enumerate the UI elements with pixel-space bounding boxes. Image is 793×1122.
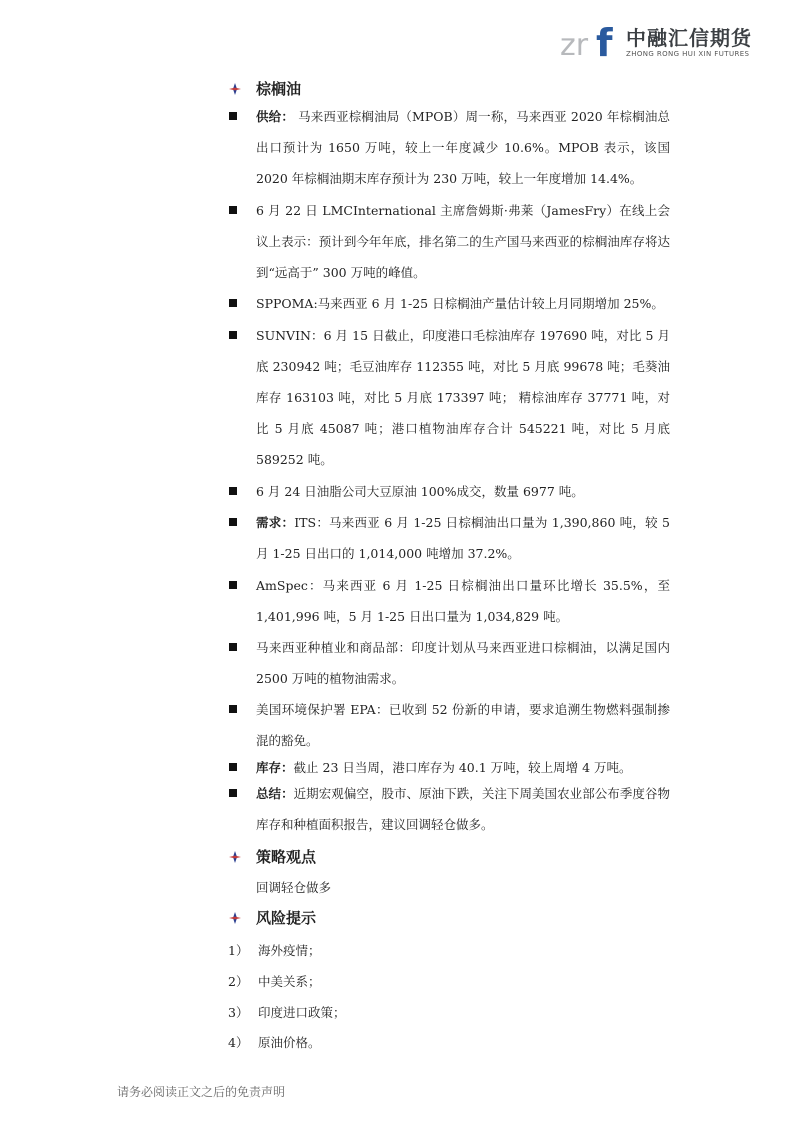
item-label: 供给：: [256, 109, 294, 124]
square-bullet-icon: [229, 206, 237, 214]
square-bullet-icon: [229, 112, 237, 120]
item-text: 马来西亚棕榈油局（MPOB）周一称，马来西亚 2020 年棕榈油总出口预计为 1650 万吨，较上一年度减少 10.6%。MPOB 表示，该国 2020 年棕榈油期末库存预计为 230 万吨，较上一年度增加 14.4%。: [256, 109, 670, 186]
item-label: 需求：: [256, 515, 295, 530]
svg-text:f: f: [596, 22, 613, 60]
pen-nib-icon: [228, 850, 242, 864]
risk-text: 原油价格。: [258, 1035, 321, 1050]
list-item: [228, 288, 670, 319]
square-bullet-icon: [229, 763, 237, 771]
strategy-text: 回调轻仓做多: [256, 880, 332, 895]
list-item: [228, 778, 670, 840]
list-item: [228, 507, 670, 569]
risk-item: [228, 941, 321, 959]
pen-nib-icon: [228, 82, 242, 96]
item-text: AmSpec：马来西亚 6 月 1-25 日棕榈油出口量环比增长 35.5%，至 1,401,996 吨，5 月 1-25 日出口量为 1,034,829 吨。: [256, 578, 670, 624]
item-text: 6 月 22 日 LMCInternational 主席詹姆斯·弗莱（JamesFry）在线上会议上表示：预计到今年年底，排名第二的生产国马来西亚的棕榈油库存将达到“远高于” 300 万吨的峰值。: [256, 203, 670, 280]
item-text: 马来西亚种植业和商品部：印度计划从马来西亚进口棕榈油，以满足国内 2500 万吨的植物油需求。: [256, 640, 670, 686]
section-title: 风险提示: [256, 909, 317, 927]
zrf-logo-icon: [560, 22, 622, 60]
company-logo: [560, 20, 750, 64]
square-bullet-icon: [229, 487, 237, 495]
risk-item: [228, 1003, 346, 1021]
list-item: [228, 195, 670, 288]
list-item: [228, 694, 670, 756]
item-label: 库存：: [256, 760, 294, 775]
item-text: 近期宏观偏空，股市、原油下跌，关注下周美国农业部公布季度谷物库存和种植面积报告，建议回调轻仓做多。: [256, 786, 670, 832]
logo-english-name: ZHONG RONG HUI XIN FUTURES: [626, 50, 750, 58]
square-bullet-icon: [229, 789, 237, 797]
section-title: 棕榈油: [256, 80, 302, 98]
risk-number: 4）: [228, 1035, 249, 1050]
square-bullet-icon: [229, 643, 237, 651]
risk-number: 3）: [228, 1005, 249, 1020]
risk-number: 1）: [228, 943, 249, 958]
square-bullet-icon: [229, 705, 237, 713]
risk-item: [228, 1033, 321, 1051]
section-title: 策略观点: [256, 848, 317, 866]
item-text: ITS：马来西亚 6 月 1-25 日棕榈油出口量为 1,390,860 吨，较 5 月 1-25 日出口的 1,014,000 吨增加 37.2%。: [256, 515, 670, 561]
list-item: [228, 476, 670, 507]
item-text: 6 月 24 日油脂公司大豆原油 100%成交，数量 6977 吨。: [256, 484, 584, 499]
risk-text: 中美关系；: [258, 974, 321, 989]
list-item: [228, 320, 670, 475]
item-text: 截止 23 日当周，港口库存为 40.1 万吨，较上周增 4 万吨。: [293, 760, 632, 775]
item-text: 美国环境保护署 EPA：已收到 52 份新的申请，要求追溯生物燃料强制掺混的豁免。: [256, 702, 670, 748]
list-item: [228, 570, 670, 632]
disclaimer-footer: 请务必阅读正文之后的免责声明: [117, 1085, 286, 1099]
square-bullet-icon: [229, 299, 237, 307]
risk-text: 海外疫情；: [258, 943, 321, 958]
square-bullet-icon: [229, 331, 237, 339]
list-item: [228, 632, 670, 694]
pen-nib-icon: [228, 911, 242, 925]
square-bullet-icon: [229, 518, 237, 526]
item-text: SPPOMA:马来西亚 6 月 1-25 日棕榈油产量估计较上月同期增加 25%。: [256, 296, 664, 311]
risk-text: 印度进口政策；: [258, 1005, 346, 1020]
list-item: [228, 101, 670, 194]
svg-text:zr: zr: [560, 28, 589, 60]
item-text: SUNVIN：6 月 15 日截止，印度港口毛棕油库存 197690 吨，对比 5 月底 230942 吨；毛豆油库存 112355 吨，对比 5 月底 99678 吨；毛葵油库存 163103 吨，对比 5 月底 173397 吨； 精棕油库存 37771 吨，对比 5 月底 45087 吨；港口植物油库存合计 545221 吨，对比 5 月底 589252 吨。: [256, 328, 670, 467]
item-label: 总结：: [256, 786, 294, 801]
logo-chinese-name: 中融汇信期货: [626, 26, 752, 50]
square-bullet-icon: [229, 581, 237, 589]
risk-item: [228, 972, 321, 990]
risk-number: 2）: [228, 974, 249, 989]
